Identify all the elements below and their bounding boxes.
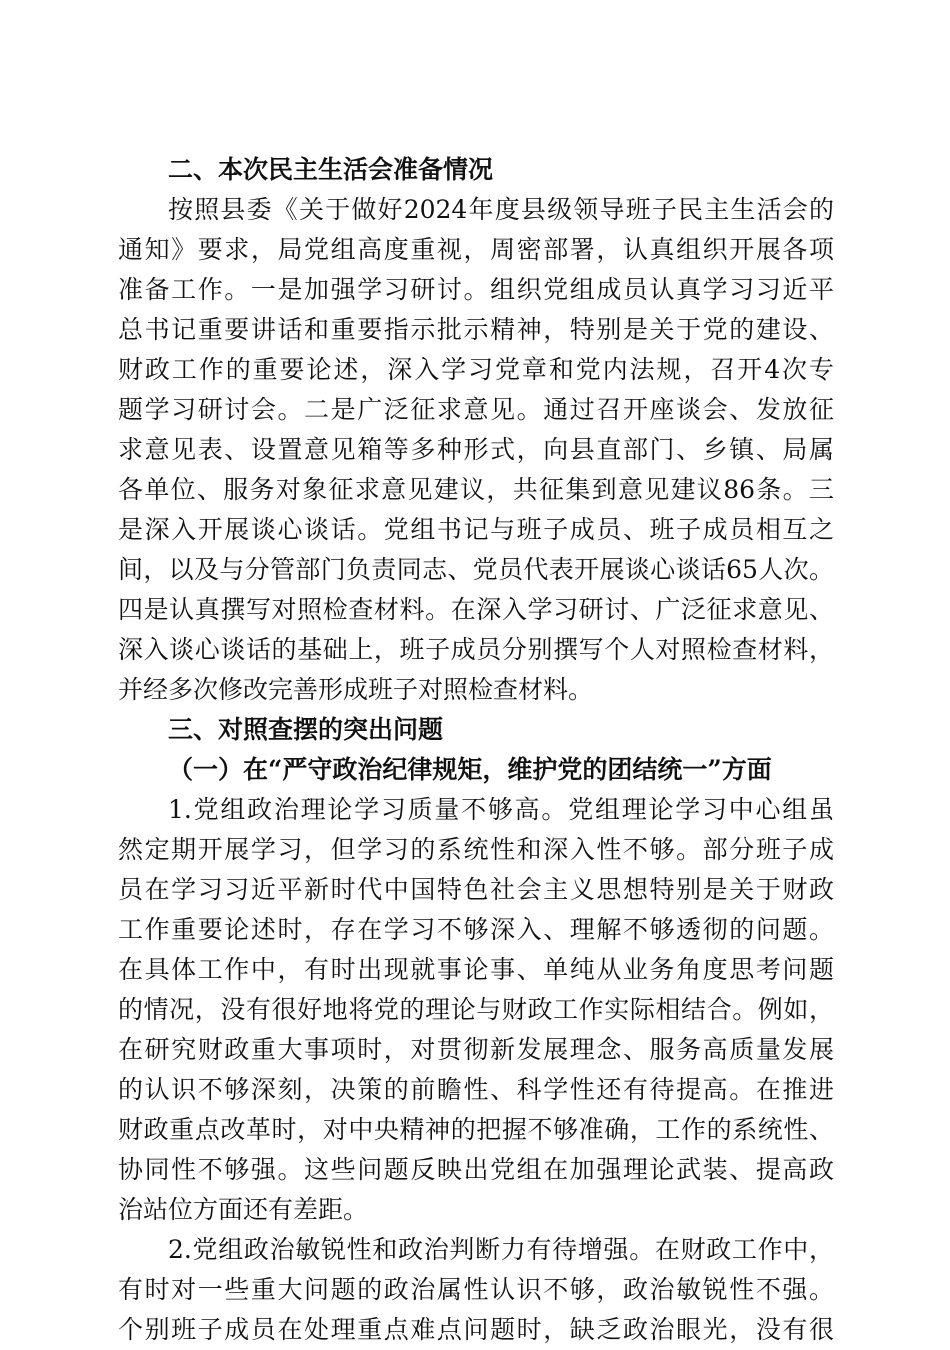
paragraph-line: 四是认真撰写对照检查材料。在深入学习研讨、广泛征求意见、 [118, 595, 834, 624]
paragraph-line: 财政重点改革时，对中央精神的把握不够准确，工作的系统性、 [118, 1115, 834, 1144]
paragraph-line: 通知》要求，局党组高度重视，周密部署，认真组织开展各项 [118, 235, 834, 264]
paragraph-line: 深入谈心谈话的基础上，班子成员分别撰写个人对照检查材料， [118, 635, 834, 664]
paragraph-line: 题学习研讨会。二是广泛征求意见。通过召开座谈会、发放征 [118, 395, 834, 424]
paragraph-line: 财政工作的重要论述，深入学习党章和党内法规，召开4次专 [118, 355, 834, 384]
paragraph-line: 工作重要论述时，存在学习不够深入、理解不够透彻的问题。 [118, 915, 834, 944]
paragraph-line: 并经多次修改完善形成班子对照检查材料。 [118, 675, 594, 704]
section-heading-preparation: 二、本次民主生活会准备情况 [168, 155, 494, 184]
paragraph-line: 有时对一些重大问题的政治属性认识不够，政治敏锐性不强。 [118, 1275, 834, 1304]
paragraph-line: 的认识不够深刻，决策的前瞻性、科学性还有待提高。在推进 [118, 1075, 834, 1104]
paragraph-line: 协同性不够强。这些问题反映出党组在加强理论武装、提高政 [118, 1155, 834, 1184]
paragraph-line: 治站位方面还有差距。 [118, 1195, 369, 1224]
subsection-heading: （一）在“严守政治纪律规矩，维护党的团结统一”方面 [168, 755, 772, 784]
paragraph-line: 是深入开展谈心谈话。党组书记与班子成员、班子成员相互之 [118, 515, 834, 544]
paragraph-line: 然定期开展学习，但学习的系统性和深入性不够。部分班子成 [118, 835, 834, 864]
paragraph-line: 求意见表、设置意见箱等多种形式，向县直部门、乡镇、局属 [118, 435, 834, 464]
paragraph-line: 总书记重要讲话和重要指示批示精神，特别是关于党的建设、 [118, 315, 834, 344]
paragraph-line: 员在学习习近平新时代中国特色社会主义思想特别是关于财政 [118, 875, 834, 904]
paragraph-line: 各单位、服务对象征求意见建议，共征集到意见建议86条。三 [118, 475, 834, 504]
paragraph-line: 1.党组政治理论学习质量不够高。党组理论学习中心组虽 [168, 795, 834, 824]
paragraph-line: 2.党组政治敏锐性和政治判断力有待增强。在财政工作中， [168, 1235, 834, 1264]
paragraph-line: 准备工作。一是加强学习研讨。组织党组成员认真学习习近平 [118, 275, 834, 304]
paragraph-line: 按照县委《关于做好2024年度县级领导班子民主生活会的 [168, 195, 834, 224]
paragraph-line: 在研究财政重大事项时，对贯彻新发展理念、服务高质量发展 [118, 1035, 834, 1064]
paragraph-line: 的情况，没有很好地将党的理论与财政工作实际相结合。例如， [118, 995, 834, 1024]
paragraph-line: 间，以及与分管部门负责同志、党员代表开展谈心谈话65人次。 [118, 555, 834, 584]
section-heading-problems: 三、对照查摆的突出问题 [168, 715, 444, 744]
paragraph-line: 在具体工作中，有时出现就事论事、单纯从业务角度思考问题 [118, 955, 834, 984]
paragraph-line: 个别班子成员在处理重点难点问题时，缺乏政治眼光，没有很 [118, 1315, 834, 1344]
